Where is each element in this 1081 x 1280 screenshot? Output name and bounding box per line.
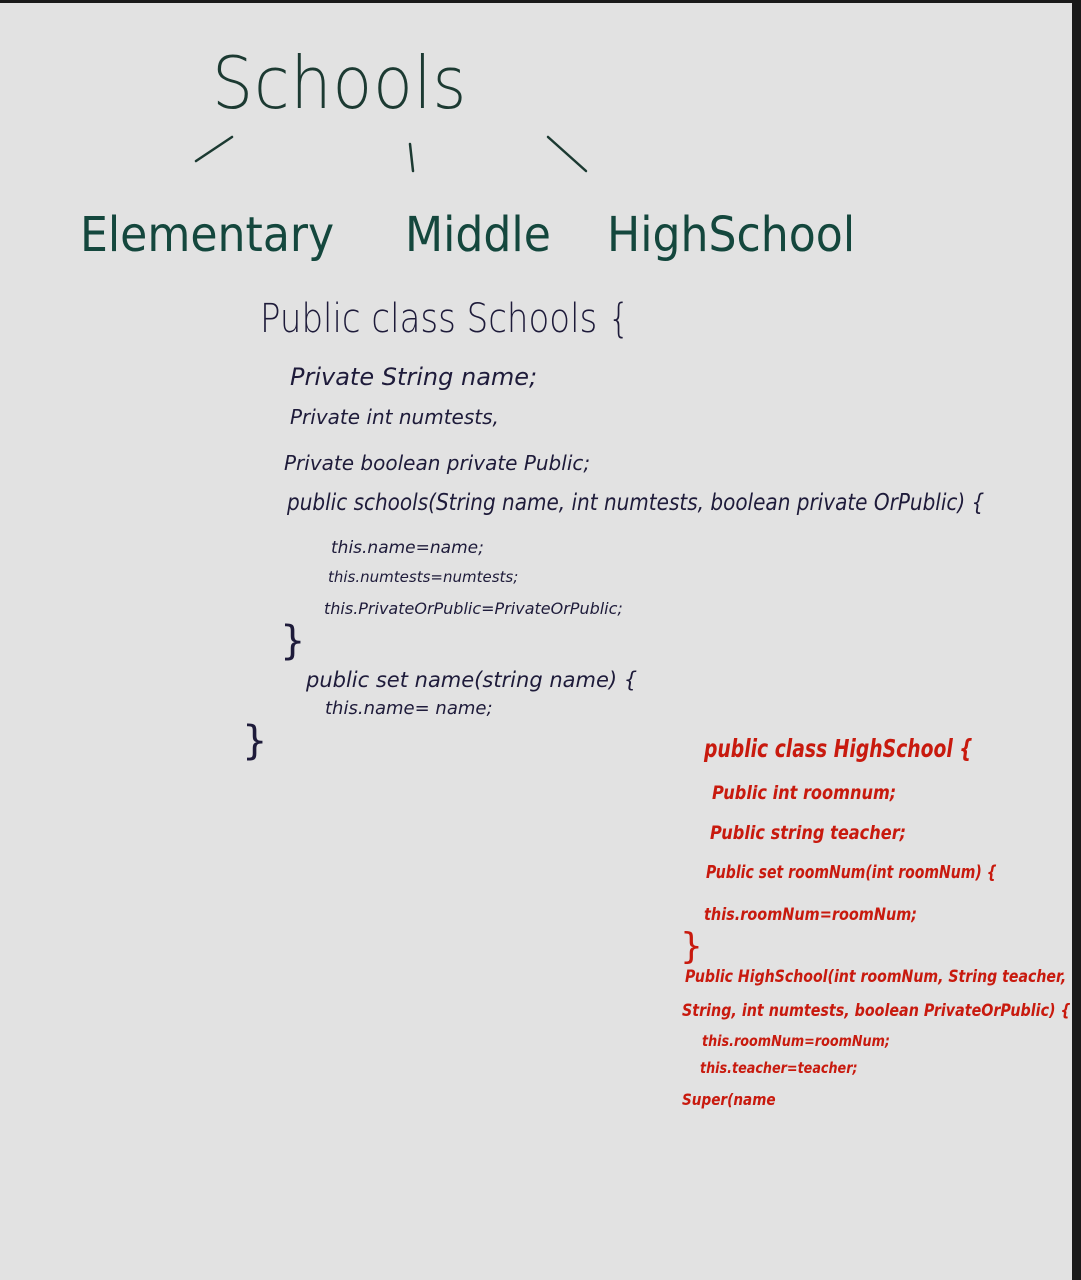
schools-closing-brace: }: [242, 718, 268, 764]
branch-line-left: [196, 137, 232, 161]
highschool-closing-brace: }: [680, 926, 703, 967]
highschool-constructor-line: String, int numtests, boolean PrivateOrPublic) {: [682, 1001, 1071, 1021]
branch-line-middle: [410, 144, 413, 171]
schools-constructor-line: public schools(String name, int numtests, boolean private OrPublic) {: [287, 490, 985, 516]
highschool-code-line: Public int roomnum;: [712, 782, 897, 804]
schools-code-line: Private boolean private Public;: [284, 451, 591, 475]
highschool-class-header: public class HighSchool {: [704, 734, 973, 763]
whiteboard: [0, 3, 1072, 1280]
highschool-code-line: this.teacher=teacher;: [700, 1059, 858, 1077]
schools-code-line: this.PrivateOrPublic=PrivateOrPublic;: [324, 599, 623, 618]
highschool-code-line: Public string teacher;: [710, 822, 907, 844]
schools-code-line: Private String name;: [290, 363, 538, 391]
highschool-constructor-line: Public HighSchool(int roomNum, String teacher,: [685, 967, 1067, 987]
highschool-code-line: this.roomNum=roomNum;: [704, 905, 918, 925]
level-middle: Middle: [405, 207, 551, 263]
schools-setter-line: public set name(string name) {: [306, 668, 638, 692]
diagram-title: Schools: [212, 41, 468, 125]
highschool-code-line: this.roomNum=roomNum;: [702, 1032, 891, 1050]
level-elementary: Elementary: [80, 207, 335, 263]
branch-line-right: [548, 137, 586, 171]
schools-class-header: Public class Schools {: [260, 296, 630, 342]
schools-code-line: Private int numtests,: [290, 405, 499, 429]
highschool-setter-line: Public set roomNum(int roomNum) {: [706, 862, 997, 883]
highschool-code-line: Super(name: [682, 1090, 776, 1109]
schools-code-line: this.numtests=numtests;: [328, 568, 519, 586]
level-highschool: HighSchool: [607, 207, 856, 263]
schools-code-line: this.name= name;: [325, 698, 493, 719]
schools-code-line: this.name=name;: [331, 538, 484, 558]
hierarchy-branch-lines: [0, 3, 1072, 203]
schools-closing-brace: }: [280, 618, 306, 664]
